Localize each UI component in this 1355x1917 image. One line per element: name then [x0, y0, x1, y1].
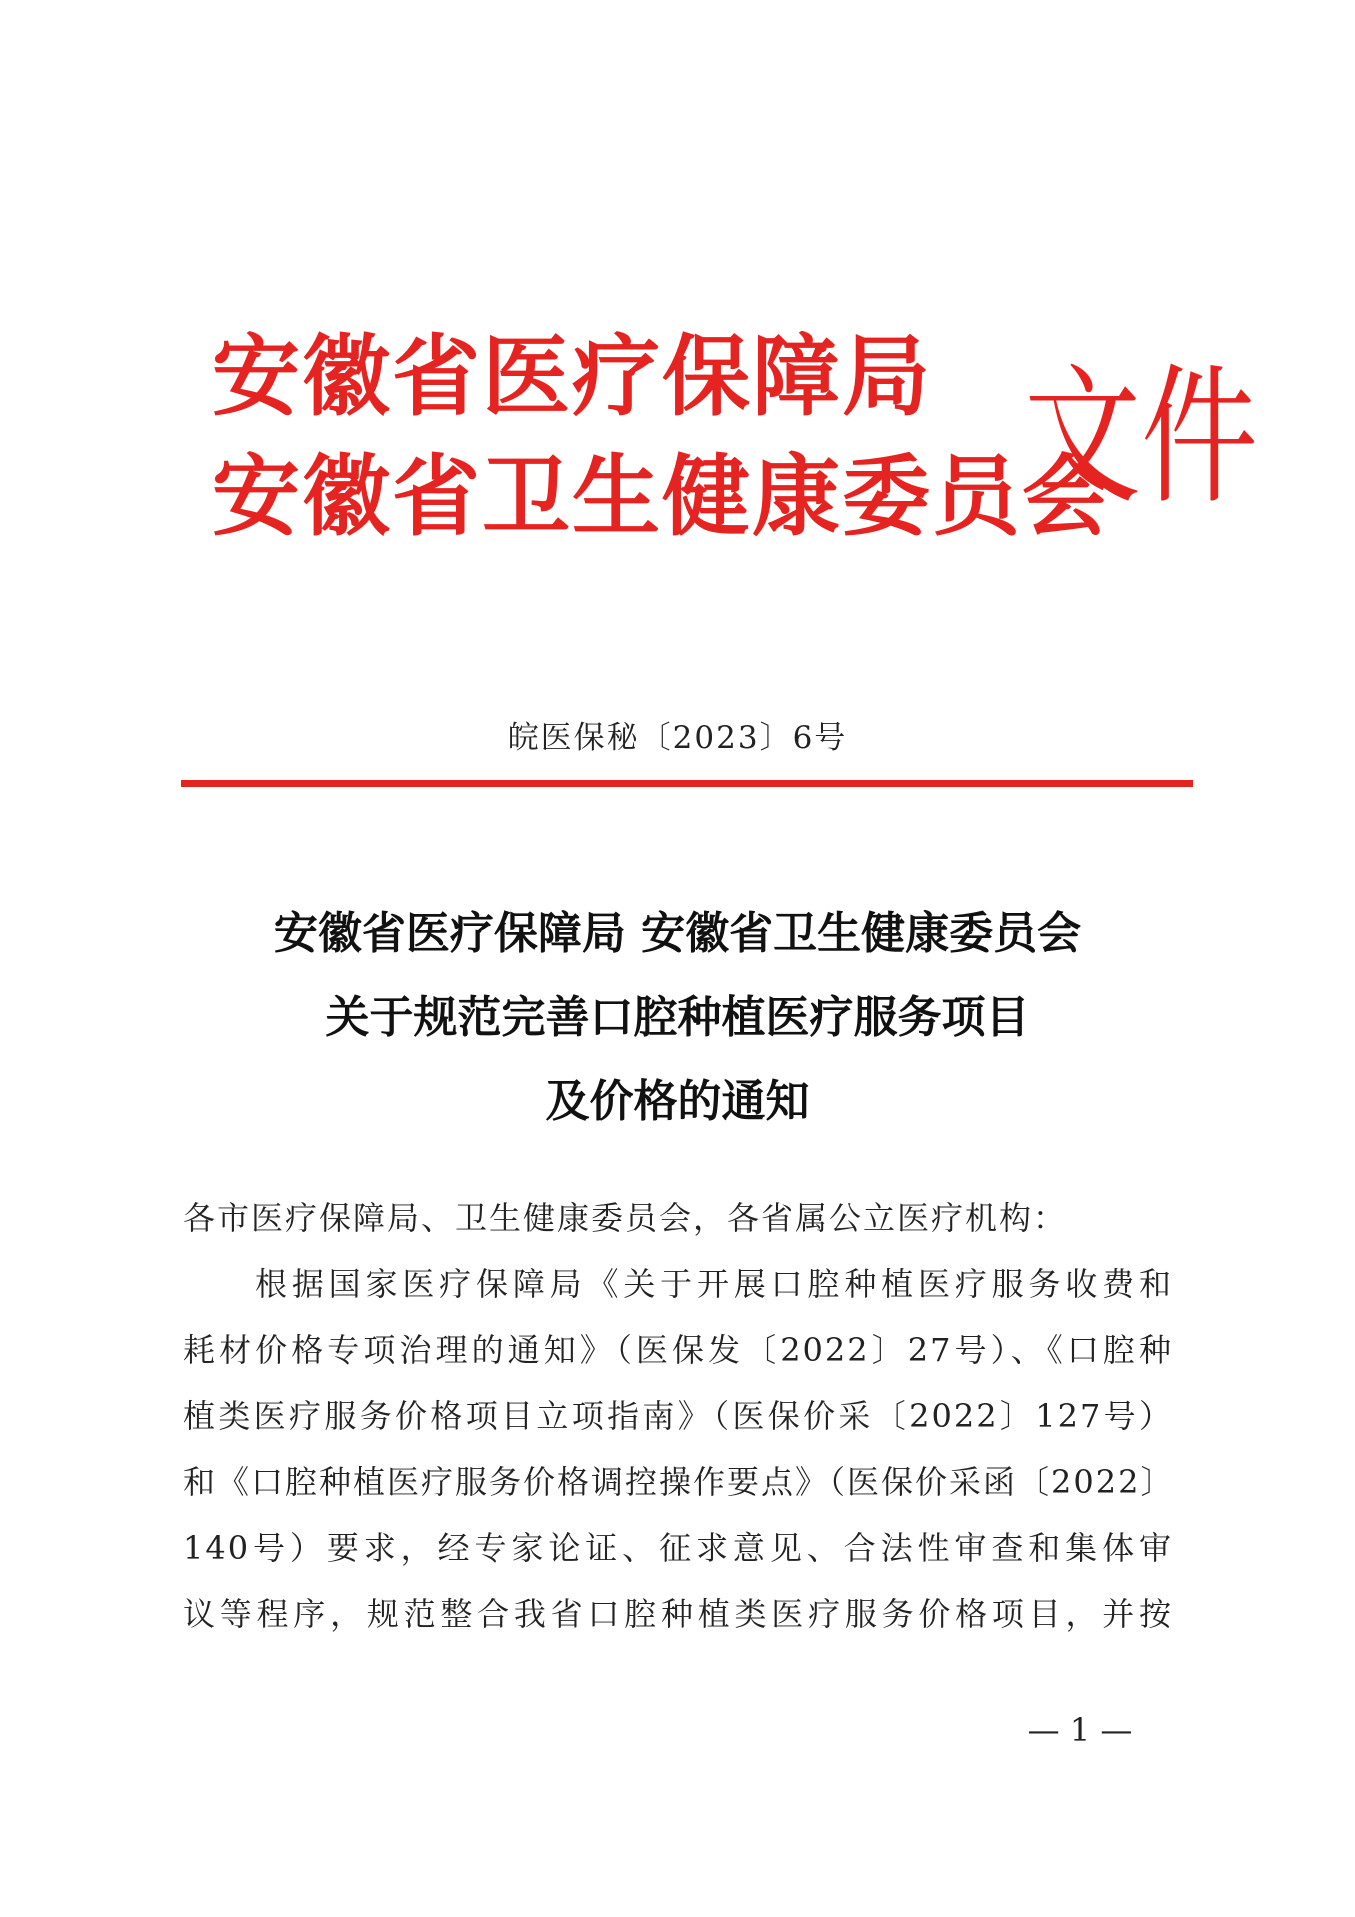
title-line-1: 安徽省医疗保障局 安徽省卫生健康委员会	[273, 908, 1082, 959]
page-number: — 1 —	[1027, 1711, 1133, 1749]
body-line-2: 耗材价格专项治理的通知》（医保发〔2022〕27号）、《口腔种	[183, 1331, 1173, 1369]
red-divider	[181, 780, 1193, 787]
body-line-5: 140号）要求，经专家论证、征求意见、合法性审查和集体审	[183, 1529, 1173, 1567]
masthead-issuer-1: 安徽省医疗保障局	[212, 324, 933, 428]
body-line-1: 根据国家医疗保障局《关于开展口腔种植医疗服务收费和	[255, 1265, 1173, 1303]
title-line-3: 及价格的通知	[545, 1076, 810, 1127]
salutation: 各市医疗保障局、卫生健康委员会，各省属公立医疗机构：	[183, 1199, 1068, 1237]
body-line-6: 议等程序，规范整合我省口腔种植类医疗服务价格项目，并按	[183, 1595, 1173, 1633]
document-body	[183, 1185, 1173, 1647]
body-line-4: 和《口腔种植医疗服务价格调控操作要点》（医保价采函〔2022〕	[183, 1463, 1175, 1501]
masthead-issuer-2: 安徽省卫生健康委员会	[212, 444, 1113, 548]
masthead-suffix: 文件	[1024, 351, 1259, 525]
title-line-2: 关于规范完善口腔种植医疗服务项目	[325, 992, 1030, 1043]
document-number: 皖医保秘〔2023〕6号	[507, 720, 848, 756]
document-title	[0, 892, 1355, 1144]
masthead	[212, 318, 1259, 558]
body-line-3: 植类医疗服务价格项目立项指南》（医保价采〔2022〕127号）	[183, 1397, 1173, 1435]
